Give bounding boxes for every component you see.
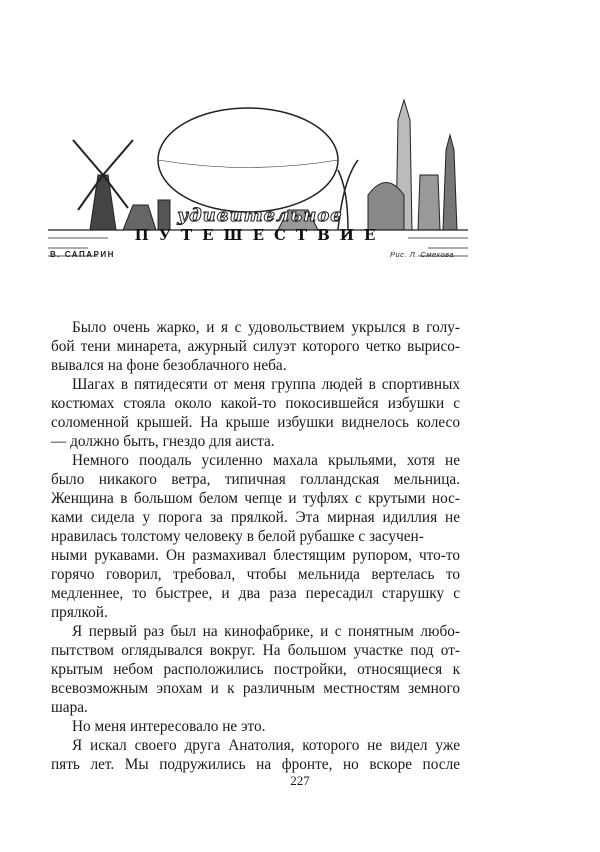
- text-line: Женщина в большом белом чепце и туфлях с крутыми нос-: [51, 490, 460, 507]
- text-line: Я искал своего друга Анатолия, которого не видел уже: [72, 737, 460, 754]
- page-number: 227: [290, 773, 310, 788]
- text-line: всевозможным эпохам и к различным местностям земного: [51, 680, 460, 697]
- text-line: Шагах в пятидесяти от меня группа людей в спортивных: [72, 376, 460, 393]
- text-line: костюмах стояла около какой-то покосившейся избушки с: [51, 395, 460, 412]
- title-script: удивительное: [177, 205, 343, 226]
- text-line: пытством оглядывался вокруг. На большом участке под от-: [51, 642, 460, 659]
- text-line: бой тени минарета, ажурный силуэт которого четко вырисо-: [51, 338, 460, 355]
- text-line: ными рукавами. Он размахивал блестящим рупором, что-то: [51, 547, 460, 564]
- balloon-drawing: [158, 108, 338, 212]
- author-caption: В. САПАРИН: [50, 250, 115, 259]
- text-line: крытым небом расположились постройки, относящиеся к: [51, 661, 460, 678]
- text-line: — должно быть, гнездо для аиста.: [51, 433, 275, 450]
- text-line: Но меня интересовало не это.: [72, 718, 266, 735]
- text-line: медленнее, то быстрее, и два раза пересадил старушку с: [51, 585, 460, 602]
- text-line: Было очень жарко, и я с удовольствием укрылся в голу-: [72, 319, 460, 336]
- illustrator-caption: Рис. Л. Смехова: [390, 250, 455, 259]
- text-line: было никакого ветра, типичная голландская мельница.: [51, 471, 460, 488]
- text-line: ками сидела у порога за прялкой. Эта мирная идиллия не: [51, 509, 460, 526]
- body-text: [51, 318, 460, 774]
- title-caps: ПУТЕШЕСТВИЕ: [134, 226, 386, 244]
- text-line: соломенной крышей. На крыше избушки виднелось колесо: [51, 414, 460, 431]
- text-line: пять лет. Мы подружились на фронте, но вскоре после: [51, 756, 460, 773]
- text-line: шара.: [51, 699, 88, 716]
- windmill-drawing: [73, 140, 133, 230]
- text-line: Я первый раз был на кинофабрике, и с понятным любо-: [72, 623, 460, 640]
- text-line: вывался на фоне безоблачного неба.: [51, 357, 287, 374]
- text-line: прялкой.: [51, 604, 108, 621]
- text-line: Немного поодаль усиленно махала крыльями, хотя не: [72, 452, 460, 469]
- text-line: нравилась толстому человеку в белой рубашке с засучен-: [51, 528, 424, 545]
- text-line: горячо говорил, требовал, чтобы мельнида вертелась то: [51, 566, 460, 583]
